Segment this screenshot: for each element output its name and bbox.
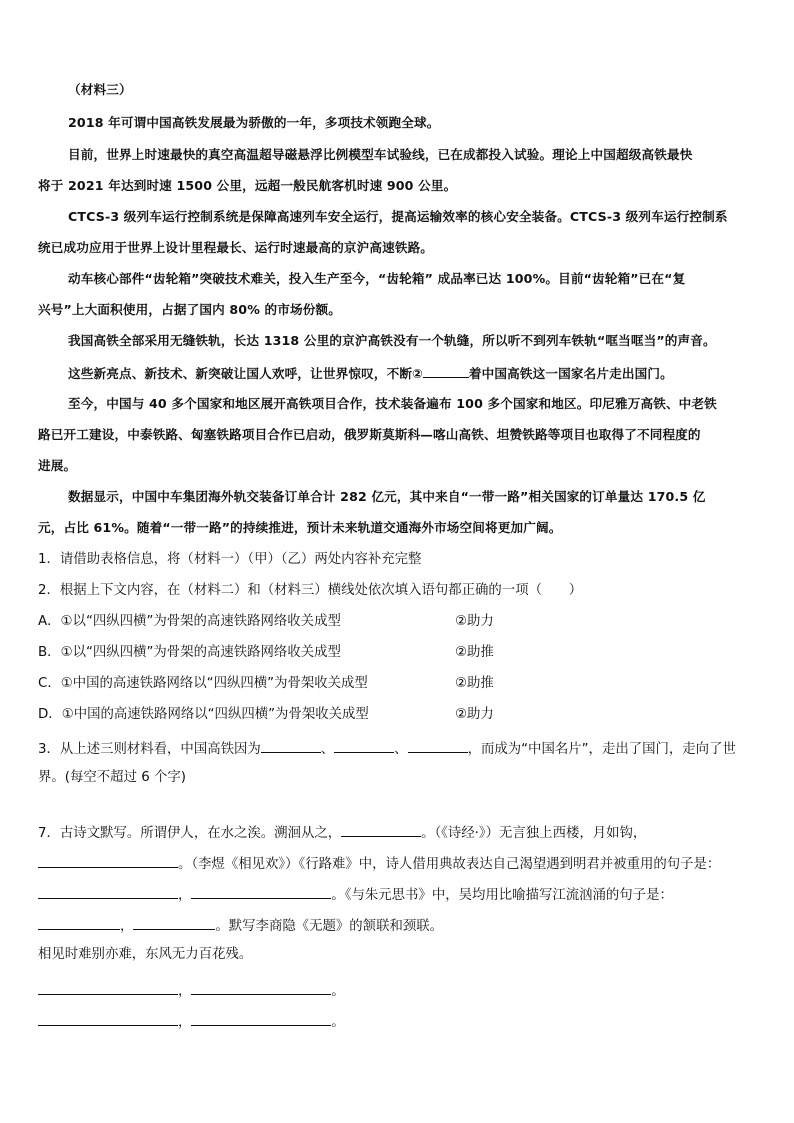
material3-paragraph-7-line-3: 进展。 [38,458,77,473]
question-7-poem-line: 相见时难别亦难，东风无力百花残。 [38,947,253,962]
material3-paragraph-2-line-1: 目前，世界上时速最快的真空高温超导磁悬浮比例模型车试验线，已在成都投入试验。理论上中国超级高铁最快 [68,147,693,162]
material3-paragraph-4-line-1: 动车核心部件“齿轮箱”突破技术难关，投入生产至今，“齿轮箱” 成品率已达 100%。目前“齿轮箱”已在“复 [68,271,686,286]
question-7-blank-9[interactable] [38,1011,178,1026]
material3-paragraph-8-line-2: 元，占比 61%。随着“一带一路”的持续推进，预计未来轨道交通海外市场空间将更加广阔。 [38,520,562,535]
question-7-line-4 [38,915,443,936]
paragraph-6-before-blank: 这些新亮点、新技术、新突破让国人欢呼，让世界惊叹，不断 [68,366,413,381]
question-7-line-3-suffix: 。《与朱元思书》中，吴均用比喻描写江流汹涌的句子是： [331,888,673,903]
question-3-prefix: 3．从上述三则材料看，中国高铁因为 [38,742,261,757]
material3-paragraph-7-line-1: 至今，中国与 40 多个国家和地区展开高铁项目合作，技术装备遍布 100 多个国家和地区。印尼雅万高铁、中老铁 [68,396,717,411]
question-7-line-6-comma: ， [178,984,192,999]
question-7-line-7 [38,1011,345,1032]
question-3-line-2: 界。(每空不超过 6 个字) [38,770,186,785]
question-3-blank-3[interactable] [408,738,468,753]
material3-paragraph-5: 我国高铁全部采用无缝铁轨，长达 1318 公里的京沪高铁没有一个轨缝，所以听不到列车铁轨“哐当哐当”的声音。 [68,333,716,348]
question-3-blank-1[interactable] [261,738,321,753]
question-7-blank-7[interactable] [38,980,178,995]
question-7-blank-6[interactable] [133,915,215,930]
question-3-blank-2[interactable] [334,738,394,753]
option-a-text: A．①以“四纵四横”为骨架的高速铁路网络收关成型 [38,614,341,629]
material3-paragraph-1: 2018 年可谓中国高铁发展最为骄傲的一年，多项技术领跑全球。 [68,115,440,130]
option-b-second: ②助推 [455,645,494,660]
question-7-line-6-period: 。 [331,984,345,999]
paragraph-6-after-blank: 着中国高铁这一国家名片走出国门。 [468,366,673,381]
question-3-separator-2: 、 [394,742,408,757]
question-7-blank-2[interactable] [38,853,178,868]
question-7-prefix: 7．古诗文默写。所谓伊人，在水之涘。溯洄从之， [38,826,342,841]
question-7-blank-10[interactable] [191,1011,331,1026]
question-1: 1．请借助表格信息，将（材料一）（甲）（乙）两处内容补充完整 [38,552,422,567]
material3-paragraph-3-line-1: CTCS-3 级列车运行控制系统是保障高速列车安全运行，提高运输效率的核心安全装备。CTCS-3 级列车运行控制系 [68,209,728,224]
material3-paragraph-8-line-1: 数据显示，中国中车集团海外轨交装备订单合计 282 亿元，其中来自“一带一路”相关国家的订单量达 170.5 亿 [68,489,706,504]
question-7-blank-5[interactable] [38,915,120,930]
question-7-line-1 [38,822,646,843]
question-7-line-4-suffix: 。默写李商隐《无题》的颔联和颈联。 [215,919,444,934]
blank-2-line [423,363,469,378]
material3-paragraph-2-line-2: 将于 2021 年达到时速 1500 公里，远超一般民航客机时速 900 公里。 [38,178,457,193]
material3-paragraph-6 [68,363,673,383]
option-c-text: C．①中国的高速铁路网络以“四纵四横”为骨架收关成型 [38,676,368,691]
question-7-line-2-suffix: 。（李煜《相见欢》）《行路难》中，诗人借用典故表达自己渴望遇到明君并被重用的句子是： [178,857,721,872]
question-3-separator-1: 、 [320,742,335,757]
question-7-line-7-comma: ， [178,1015,192,1030]
question-2: 2．根据上下文内容，在（材料二）和（材料三）横线处依次填入语句都正确的一项（ ） [38,583,583,598]
material3-paragraph-3-line-2: 统已成功应用于世界上设计里程最长、运行时速最高的京沪高速铁路。 [38,240,434,255]
option-a-second: ②助力 [455,614,494,629]
material3-paragraph-7-line-2: 路已开工建设，中泰铁路、匈塞铁路项目合作已启动，俄罗斯莫斯科—喀山高铁、坦赞铁路等项目也取得了不同程度的 [38,427,701,442]
question-7-line-1-suffix: 。（《诗经·》）无言独上西楼，月如钩， [421,826,647,841]
blank-marker-2: ② [412,366,423,381]
option-d-text: D．①中国的高速铁路网络以“四纵四横”为骨架收关成型 [38,707,369,722]
question-7-line-6 [38,980,345,1001]
material3-paragraph-4-line-2: 兴号”上大面积使用，占据了国内 80% 的市场份额。 [38,302,341,317]
question-7-blank-8[interactable] [191,980,331,995]
option-c-second: ②助推 [455,676,494,691]
material3-heading: （材料三） [68,82,132,97]
question-7-line-4-separator: ， [120,919,134,934]
question-7-line-2 [38,853,720,874]
question-7-line-3-separator: ， [178,888,192,903]
question-7-line-3 [38,884,673,905]
question-3-line-1 [38,738,736,759]
question-7-line-7-period: 。 [331,1015,345,1030]
option-b-text: B．①以“四纵四横”为骨架的高速铁路网络收关成型 [38,645,341,660]
option-d-second: ②助力 [455,707,494,722]
question-3-suffix: ，而成为“中国名片”，走出了国门，走向了世 [467,742,736,757]
question-7-blank-1[interactable] [341,822,421,837]
question-7-blank-4[interactable] [191,884,331,899]
question-7-blank-3[interactable] [38,884,178,899]
